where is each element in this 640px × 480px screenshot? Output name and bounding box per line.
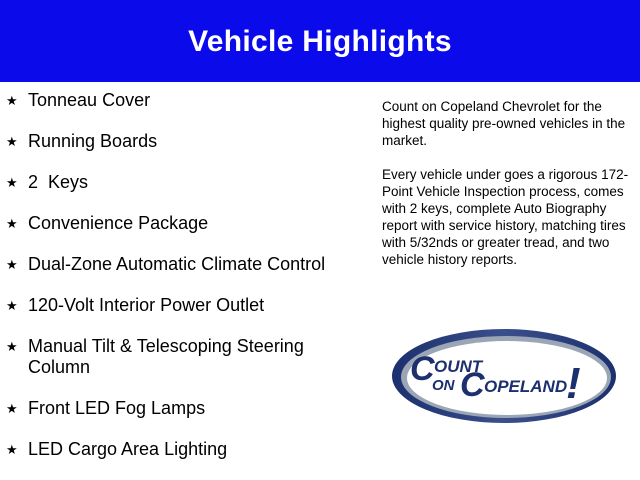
star-icon: ★ xyxy=(6,299,18,314)
feature-label: Tonneau Cover xyxy=(28,90,151,110)
star-icon: ★ xyxy=(6,340,18,355)
feature-label: Manual Tilt & Telescoping Steering Column xyxy=(28,336,304,377)
feature-label: 2 Keys xyxy=(28,172,89,192)
dealer-description xyxy=(382,98,632,285)
star-icon: ★ xyxy=(6,176,18,191)
description-paragraph: Count on Copeland Chevrolet for the highest quality pre-owned vehicles in the market. xyxy=(382,99,626,148)
logo-text: C xyxy=(460,366,485,404)
star-icon: ★ xyxy=(6,443,18,458)
page-title: Vehicle Highlights xyxy=(188,25,452,58)
list-item xyxy=(0,254,360,275)
feature-label: Dual-Zone Automatic Climate Control xyxy=(28,254,326,274)
list-item xyxy=(0,172,360,193)
feature-label: 120-Volt Interior Power Outlet xyxy=(28,295,265,315)
list-item xyxy=(0,439,360,460)
feature-label: LED Cargo Area Lighting xyxy=(28,439,228,459)
logo-text: C xyxy=(410,350,435,388)
list-item xyxy=(0,336,360,378)
list-item xyxy=(0,398,360,419)
list-item xyxy=(0,213,360,234)
logo-text: OPELAND xyxy=(484,377,568,396)
list-item xyxy=(0,131,360,152)
star-icon: ★ xyxy=(6,402,18,417)
header-banner xyxy=(0,0,640,82)
star-icon: ★ xyxy=(6,217,18,232)
star-icon: ★ xyxy=(6,258,18,273)
logo-text: ! xyxy=(566,359,581,408)
feature-label: Convenience Package xyxy=(28,213,209,233)
logo-text: OUNT xyxy=(434,357,483,376)
feature-label: Running Boards xyxy=(28,131,158,151)
count-on-copeland-logo xyxy=(390,326,618,426)
feature-list xyxy=(0,90,360,480)
list-item xyxy=(0,295,360,316)
description-paragraph: Every vehicle under goes a rigorous 172-Point Vehicle Inspection process, comes with 2 keys, complete Auto Biography report with service history, matching tires with 5/32nds or greater tread, and two vehicle history reports. xyxy=(382,167,629,267)
star-icon: ★ xyxy=(6,135,18,150)
logo-text: ON xyxy=(432,377,455,394)
star-icon: ★ xyxy=(6,94,18,109)
list-item xyxy=(0,90,360,111)
feature-label: Front LED Fog Lamps xyxy=(28,398,206,418)
